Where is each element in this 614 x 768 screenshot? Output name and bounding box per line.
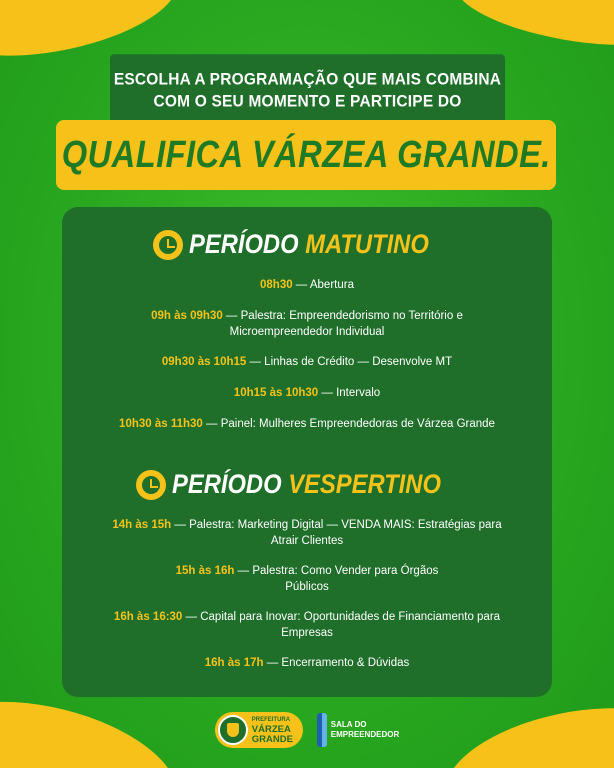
schedule-text: — Palestra: Como Vender para Órgãos Públicos [234, 565, 439, 593]
afternoon-label-b: VESPERTINO [288, 469, 442, 499]
schedule-item [82, 655, 532, 671]
morning-label-b: MATUTINO [304, 229, 429, 259]
schedule-item [82, 517, 532, 549]
sala-mark-icon [317, 713, 327, 747]
schedule-time: 16h às 17h [204, 657, 264, 669]
schedule-text: — Encerramento & Dúvidas [263, 657, 410, 669]
morning-heading [62, 229, 552, 260]
schedule-item [82, 609, 532, 641]
afternoon-heading-text [172, 469, 441, 500]
headline-line-2: COM O SEU MOMENTO E PARTICIPE DO [153, 93, 462, 111]
prefeitura-logo-line1: VÁRZEA [251, 724, 291, 735]
afternoon-label-a: PERÍODO [172, 469, 282, 499]
schedule-item [82, 277, 532, 293]
sala-logo-line2: EMPREENDEDOR [330, 730, 400, 739]
headline-box [110, 54, 505, 128]
headline-line-1: ESCOLHA A PROGRAMAÇÃO QUE MAIS COMBINA [113, 71, 502, 89]
prefeitura-varzea-grande-logo [215, 712, 303, 748]
clock-icon [153, 230, 183, 260]
schedule-text: — Abertura [292, 279, 354, 291]
schedule-text: — Palestra: Marketing Digital — VENDA MAIS: Estratégias para Atrair Clientes [171, 519, 502, 547]
afternoon-heading [62, 469, 552, 500]
schedule-time: 15h às 16h [175, 565, 235, 577]
schedule-text: — Linhas de Crédito — Desenvolve MT [246, 356, 453, 368]
sala-logo-line1: SALA DO [330, 720, 367, 729]
event-title: QUALIFICA VÁRZEA GRANDE. [61, 133, 551, 176]
schedule-card [62, 207, 552, 697]
title-banner [56, 120, 556, 190]
morning-label-a: PERÍODO [188, 229, 299, 259]
sala-logo-words [331, 720, 399, 740]
schedule-item [82, 563, 532, 595]
schedule-time: 10h30 às 11h30 [119, 418, 203, 430]
schedule-item [82, 308, 532, 340]
schedule-item [82, 354, 532, 370]
schedule-time: 08h30 [260, 279, 293, 291]
schedule-time: 14h às 15h [112, 519, 172, 531]
schedule-text: — Palestra: Empreendedorismo no Território e Microempreendedor Individual [222, 310, 463, 338]
clock-icon [136, 470, 166, 500]
decor-corner-top-right [450, 0, 614, 59]
schedule-time: 16h às 16:30 [113, 611, 183, 623]
prefeitura-logo-words [252, 715, 293, 745]
schedule-text: — Capital para Inovar: Oportunidades de Financiamento para Empresas [182, 611, 501, 639]
schedule-text: — Painel: Mulheres Empreendedoras de Várzea Grande [202, 418, 495, 430]
sala-do-empreendedor-logo [317, 713, 399, 747]
prefeitura-logo-line2: GRANDE [251, 734, 293, 745]
schedule-time: 09h30 às 10h15 [161, 356, 247, 368]
schedule-time: 10h15 às 10h30 [233, 387, 319, 399]
morning-heading-text [189, 229, 429, 260]
prefeitura-logo-small: PREFEITURA [251, 717, 291, 723]
city-crest-icon [218, 715, 248, 745]
schedule-item [82, 385, 532, 401]
schedule-text: — Intervalo [318, 387, 381, 399]
schedule-time: 09h às 09h30 [151, 310, 223, 322]
footer-logos [0, 712, 614, 748]
schedule-item [72, 416, 542, 432]
